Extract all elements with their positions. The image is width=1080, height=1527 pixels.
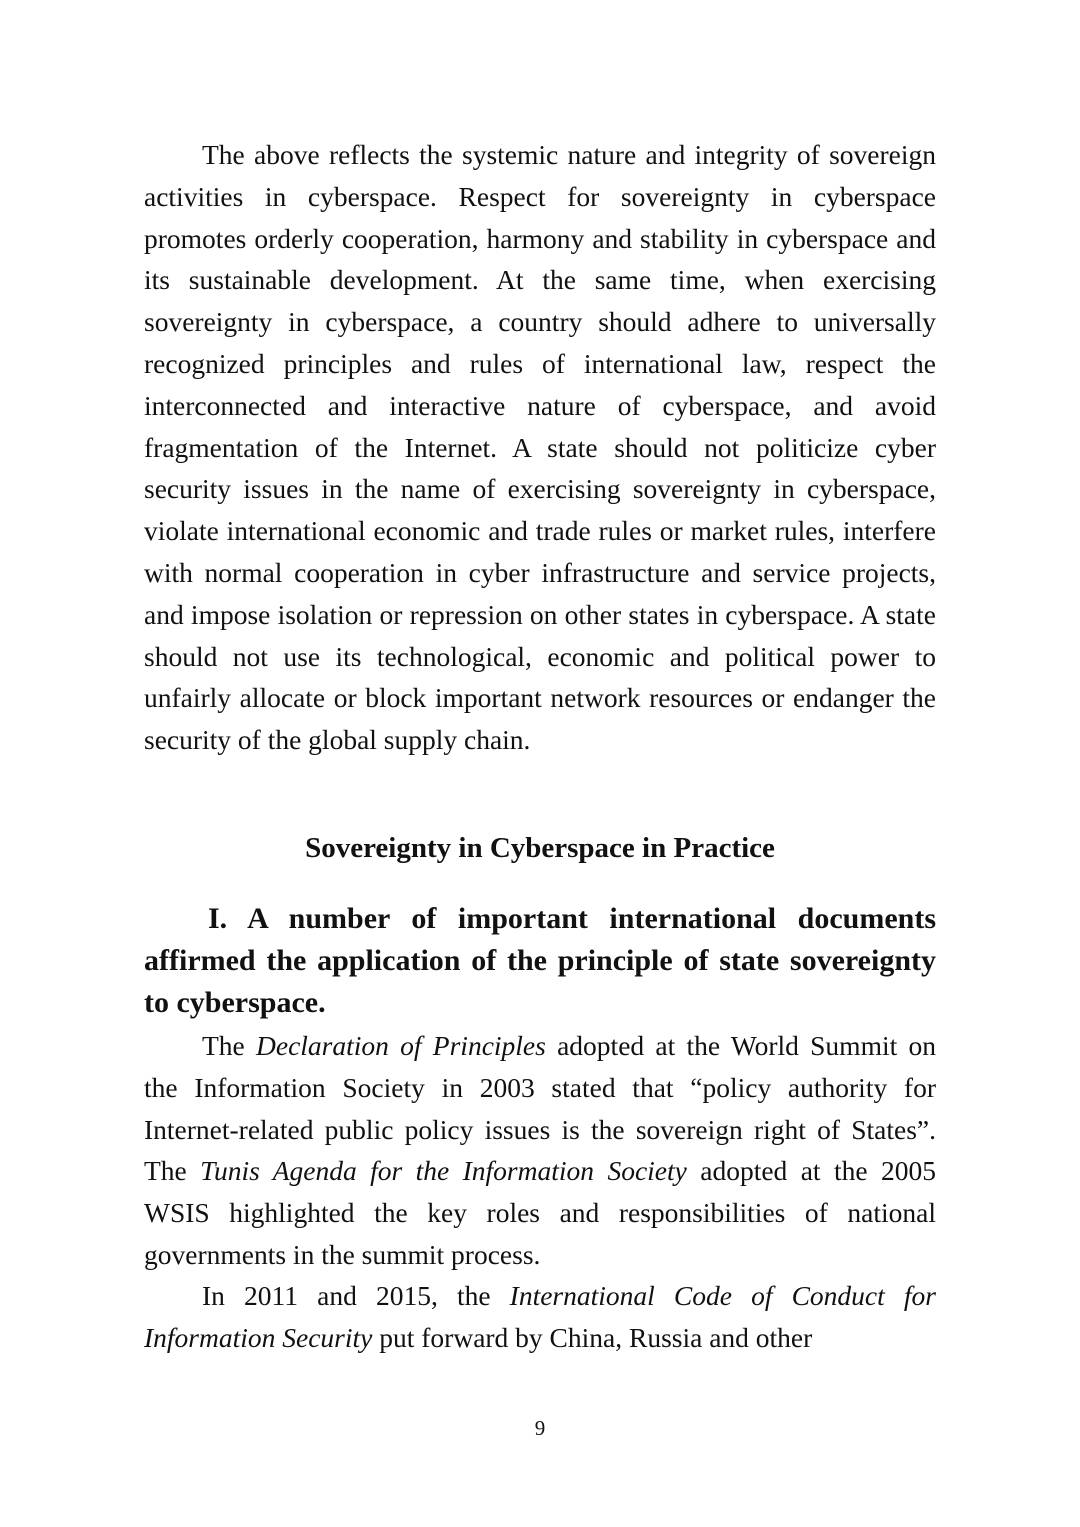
document-title: Declaration of Principles [256,1030,546,1061]
document-title: Tunis Agenda for the Information Society [200,1155,687,1187]
text-run: The [202,1030,257,1061]
body-paragraph [144,1275,936,1359]
text-run: adopted at the World Summit on the Information Society in 2003 stated that “policy authority for Internet-related public policy issues is the sovereign right of States”. The [144,1030,936,1187]
section-title: Sovereignty in Cyberspace in Practice [305,832,775,864]
text-run: In 2011 and 2015, the [202,1280,510,1311]
body-paragraph: The above reflects the systemic nature and integrity of sovereign activities in cyberspace. Respect for sovereignty in cyberspace promotes orderly cooperation, harmony and stability in cyberspace and its sustainable development. At the same time, when exercising sovereignty in cyberspace, a country should adhere to universally recognized principles and rules of international law, respect the interconnected and interactive nature of cyberspace, and avoid fragmentation of the Internet. A state should not politicize cyber security issues in the name of exercising sovereignty in cyberspace, violate international economic and trade rules or market rules, interfere with normal cooperation in cyber infrastructure and service projects, and impose isolation or repression on other states in cyberspace. A state should not use its technological, economic and political power to unfairly allocate or block important network resources or endanger the security of the global supply chain. [144,139,936,756]
subheading: I. A number of important international documents affirmed the application of the principle of state sovereignty to cyberspace. [144,902,936,1019]
text-run: put forward by China, Russia and other [372,1321,813,1353]
page-number: 9 [534,1416,546,1440]
document-title: International Code of Conduct for Information Security [144,1280,936,1353]
body-paragraph [144,1025,936,1276]
text-run: adopted at the 2005 WSIS highlighted the key roles and responsibilities of national governments in the summit process. [144,1155,936,1270]
